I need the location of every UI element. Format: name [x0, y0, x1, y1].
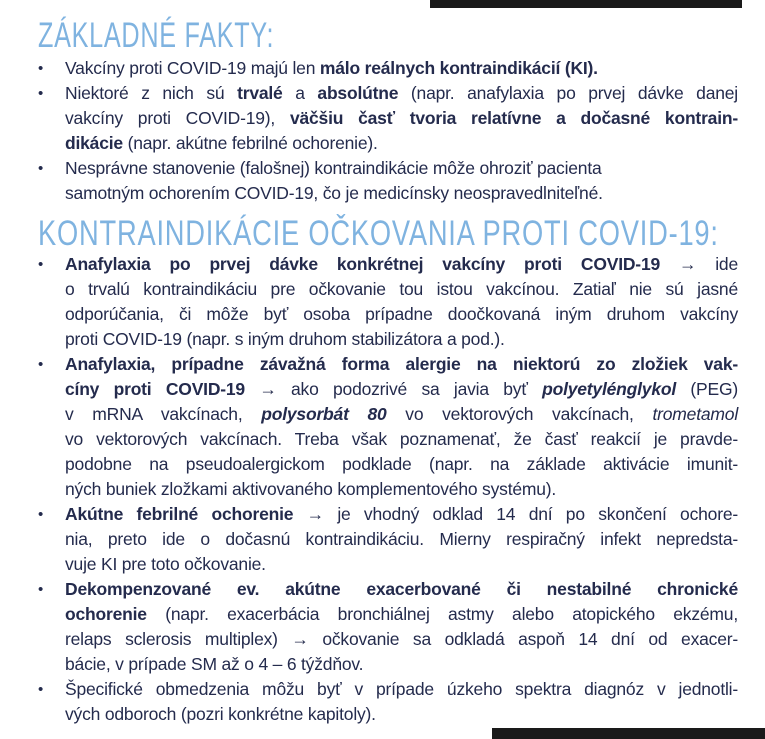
- text-run: Špecifické obmedzenia môžu byť v prípade úzkeho spektra diagnóz v jednotli-: [65, 679, 738, 699]
- text-line: [65, 131, 738, 156]
- text-run: málo reálnych kontraindikácií (KI).: [319, 58, 598, 78]
- bullet-item: [38, 502, 738, 577]
- bullet-marker: •: [38, 60, 44, 77]
- text-run: väčšiu časť tvoria relatívne a dočasné kontrain-: [289, 108, 738, 128]
- bullet-item: [38, 156, 738, 206]
- bullet-item: [38, 252, 738, 352]
- bullet-text: [65, 577, 738, 677]
- text-line: [65, 327, 738, 352]
- top-crop-bar: [430, 0, 742, 8]
- text-run: Anafylaxia, prípadne závažná forma alergie na niektorú zo zložiek vak-: [65, 354, 738, 374]
- bullet-item: [38, 677, 738, 727]
- text-run: Nesprávne stanovenie (falošnej) kontraindikácie môže ohroziť pacienta: [65, 158, 602, 178]
- heading-text: KONTRAINDIKÁCIE OČKOVANIA PROTI COVID-19:: [38, 214, 719, 253]
- text-run: trometamol: [652, 404, 739, 424]
- text-run: Vakcíny proti COVID-19 majú len: [65, 58, 320, 78]
- section-heading-kontraindikacie: [38, 214, 738, 253]
- text-run: ných buniek zložkami aktivovaného komplementového systému).: [65, 479, 557, 499]
- text-run: vakcíny proti COVID-19),: [65, 108, 290, 128]
- text-run: polysorbát 80: [261, 404, 387, 424]
- text-line: [65, 81, 738, 106]
- text-run: → ide: [660, 254, 738, 274]
- text-run: (napr. anafylaxia po prvej dávke danej: [398, 83, 738, 103]
- text-line: [65, 677, 738, 702]
- text-line: [65, 602, 738, 627]
- text-run: podobne na pseudoalergickom podklade (napr. na základe aktivácie imunit-: [65, 454, 738, 474]
- text-line: [65, 652, 738, 677]
- text-run: bácie, v prípade SM až o 4 – 6 týždňov.: [65, 654, 364, 674]
- bullet-marker: •: [38, 506, 44, 523]
- text-run: samotným ochorením COVID-19, čo je medicínsky neospravedlniteľné.: [65, 183, 603, 203]
- text-run: vuje KI pre toto očkovanie.: [65, 554, 266, 574]
- text-run: (PEG): [676, 379, 738, 399]
- text-run: vo vektorových vakcínach,: [386, 404, 653, 424]
- text-line: [65, 452, 738, 477]
- section-heading-zakladne-fakty: [38, 16, 738, 55]
- document: [38, 16, 739, 727]
- text-run: v mRNA vakcínach,: [65, 404, 262, 424]
- bullet-marker: •: [38, 256, 44, 273]
- text-line: [65, 252, 738, 277]
- bullet-list-kontraindikacie: [38, 252, 738, 727]
- text-run: polyetylénglykol: [542, 379, 677, 399]
- text-run: dikácie: [65, 133, 123, 153]
- text-line: [65, 352, 738, 377]
- bullet-marker: •: [38, 356, 44, 373]
- text-run: trvalé: [237, 83, 283, 103]
- text-run: ochorenie: [65, 604, 147, 624]
- text-run: (napr. akútne febrilné ochorenie).: [122, 133, 378, 153]
- text-line: [65, 402, 738, 427]
- text-line: [65, 577, 738, 602]
- heading-text: ZÁKLADNÉ FAKTY:: [38, 16, 275, 55]
- bullet-marker: •: [38, 160, 44, 177]
- text-line: [65, 702, 738, 727]
- text-run: o trvalú kontraindikáciu pre očkovanie tou istou vakcínou. Zatiaľ nie sú jasné: [65, 279, 738, 299]
- text-run: cíny proti COVID-19: [65, 379, 245, 399]
- text-run: vých odboroch (pozri konkrétne kapitoly).: [65, 704, 376, 724]
- text-line: [65, 56, 738, 81]
- bullet-text: [65, 502, 738, 577]
- text-line: [65, 377, 738, 402]
- text-run: absolútne: [317, 83, 399, 103]
- text-line: [65, 477, 738, 502]
- bottom-crop-bar: [492, 728, 765, 739]
- text-line: [65, 527, 738, 552]
- bullet-list-zakladne-fakty: [38, 56, 738, 206]
- bullet-text: [65, 81, 738, 156]
- text-line: [65, 156, 738, 181]
- bullet-marker: •: [38, 581, 44, 598]
- text-line: [65, 502, 738, 527]
- bullet-item: [38, 577, 738, 677]
- text-run: Anafylaxia po prvej dávke konkrétnej vakcíny proti COVID-19: [65, 254, 661, 274]
- bullet-text: [65, 56, 738, 81]
- text-run: vo vektorových vakcínach. Treba však poznamenať, že časť reakcií je pravde-: [65, 429, 738, 449]
- text-line: [65, 302, 738, 327]
- bullet-text: [65, 156, 738, 206]
- text-run: nia, preto ide o dočasnú kontraindikáciu. Mierny respiračný infekt nepredsta-: [65, 529, 738, 549]
- text-line: [65, 106, 738, 131]
- text-run: relaps sclerosis multiplex) → očkovanie sa odkladá aspoň 14 dní od exacer-: [65, 629, 738, 649]
- bullet-item: [38, 352, 738, 502]
- text-run: Niektoré z nich sú: [65, 83, 238, 103]
- text-run: Dekompenzované ev. akútne exacerbované či nestabilné chronické: [65, 579, 738, 599]
- bullet-text: [65, 252, 738, 352]
- bullet-text: [65, 352, 738, 502]
- text-run: Akútne febrilné ochorenie: [65, 504, 294, 524]
- text-run: → ako podozrivé sa javia byť: [244, 379, 543, 399]
- text-run: odporúčania, či môže byť osoba prípadne doočkovaná iným druhom vakcíny: [65, 304, 738, 324]
- text-run: proti COVID-19 (napr. s iným druhom stabilizátora a pod.).: [65, 329, 505, 349]
- text-line: [65, 427, 738, 452]
- bullet-item: [38, 81, 738, 156]
- text-line: [65, 552, 738, 577]
- bullet-item: [38, 56, 738, 81]
- bullet-marker: •: [38, 85, 44, 102]
- text-line: [65, 277, 738, 302]
- bullet-text: [65, 677, 738, 727]
- text-run: a: [282, 83, 318, 103]
- text-line: [65, 181, 738, 206]
- text-run: (napr. exacerbácia bronchiálnej astmy alebo atopického ekzému,: [146, 604, 738, 624]
- text-line: [65, 627, 738, 652]
- text-run: → je vhodný odklad 14 dní po skončení ochore-: [293, 504, 738, 524]
- bullet-marker: •: [38, 681, 44, 698]
